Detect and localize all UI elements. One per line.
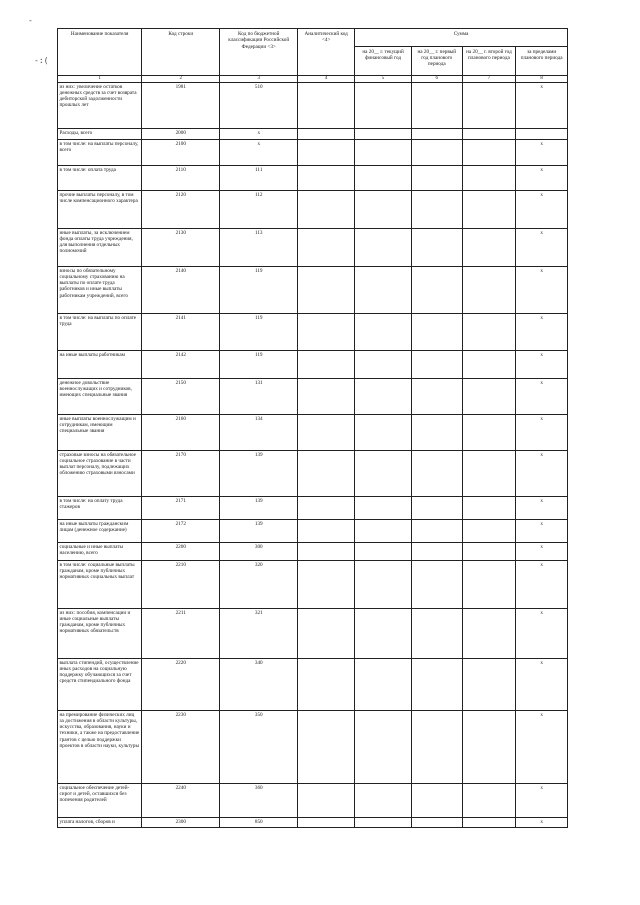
- row-name-cell: на премирование физических лиц за достижения в области культуры, искусства, образования, науки и техники, а также на предоставление грантов с целью поддержки проектов в области науки, культуры: [58, 711, 142, 784]
- row-kbk-cell: 113: [220, 229, 298, 267]
- row-sum-current-cell: [355, 784, 412, 818]
- row-sum-second-cell: [462, 351, 516, 379]
- header-line-code: Код строки: [142, 29, 220, 76]
- row-sum-first-cell: [412, 784, 463, 818]
- row-kbk-cell: 300: [220, 543, 298, 561]
- column-number: 8: [516, 76, 568, 83]
- row-sum-beyond-cell: x: [516, 561, 568, 609]
- table-row: [58, 267, 568, 314]
- table-row: [58, 497, 568, 520]
- row-kbk-cell: 131: [220, 379, 298, 415]
- header-analytic-code: Аналитический код <4>: [298, 29, 355, 76]
- header-first-plan-year: на 20__ г. первый год планового периода: [412, 46, 463, 76]
- table-row: [58, 659, 568, 711]
- row-sum-beyond-cell: x: [516, 166, 568, 191]
- row-sum-second-cell: [462, 415, 516, 451]
- row-sum-beyond-cell: x: [516, 451, 568, 497]
- row-name-cell: социальные и иные выплаты населению, всего: [58, 543, 142, 561]
- row-sum-second-cell: [462, 140, 516, 166]
- row-kbk-cell: x: [220, 129, 298, 140]
- row-sum-second-cell: [462, 229, 516, 267]
- row-code-cell: 2210: [142, 561, 220, 609]
- row-sum-first-cell: [412, 229, 463, 267]
- row-name-cell: на иные выплаты работникам: [58, 351, 142, 379]
- row-sum-beyond-cell: x: [516, 191, 568, 229]
- row-sum-first-cell: [412, 561, 463, 609]
- table-body: [58, 83, 568, 828]
- row-name-cell: денежное довольствие военнослужащих и сотрудников, имеющих специальные звания: [58, 379, 142, 415]
- row-kbk-cell: 850: [220, 818, 298, 828]
- table-row: [58, 129, 568, 140]
- row-sum-first-cell: [412, 609, 463, 659]
- row-analytic-cell: [298, 561, 355, 609]
- row-code-cell: 2170: [142, 451, 220, 497]
- row-sum-beyond-cell: x: [516, 229, 568, 267]
- row-analytic-cell: [298, 83, 355, 129]
- row-sum-beyond-cell: x: [516, 609, 568, 659]
- row-sum-second-cell: [462, 379, 516, 415]
- column-number: 1: [58, 76, 142, 83]
- row-code-cell: 2172: [142, 520, 220, 543]
- row-analytic-cell: [298, 497, 355, 520]
- column-number: 5: [355, 76, 412, 83]
- column-number: 6: [412, 76, 463, 83]
- row-analytic-cell: [298, 314, 355, 351]
- row-code-cell: 2142: [142, 351, 220, 379]
- row-code-cell: 2171: [142, 497, 220, 520]
- row-sum-first-cell: [412, 415, 463, 451]
- row-sum-beyond-cell: x: [516, 711, 568, 784]
- row-name-cell: взносы по обязательному социальному страхованию на выплаты по оплате труда работников и иные выплаты работникам учреждений, всего: [58, 267, 142, 314]
- table-row: [58, 83, 568, 129]
- table-row: [58, 191, 568, 229]
- row-sum-current-cell: [355, 267, 412, 314]
- row-kbk-cell: 112: [220, 191, 298, 229]
- row-sum-first-cell: [412, 129, 463, 140]
- row-name-cell: выплата стипендий, осуществление иных расходов на социальную поддержку обучающихся за счет средств стипендиального фонда: [58, 659, 142, 711]
- row-name-cell: в том числе: социальные выплаты гражданам, кроме публичных нормативных социальных выплат: [58, 561, 142, 609]
- row-analytic-cell: [298, 818, 355, 828]
- row-sum-second-cell: [462, 784, 516, 818]
- row-analytic-cell: [298, 659, 355, 711]
- row-analytic-cell: [298, 191, 355, 229]
- row-sum-first-cell: [412, 543, 463, 561]
- row-sum-current-cell: [355, 818, 412, 828]
- header-sum: Сумма: [355, 29, 568, 47]
- row-sum-current-cell: [355, 561, 412, 609]
- row-sum-second-cell: [462, 166, 516, 191]
- row-analytic-cell: [298, 267, 355, 314]
- table-row: [58, 166, 568, 191]
- row-analytic-cell: [298, 451, 355, 497]
- row-code-cell: 2230: [142, 711, 220, 784]
- row-name-cell: уплата налогов, сборов и: [58, 818, 142, 828]
- row-sum-first-cell: [412, 191, 463, 229]
- row-analytic-cell: [298, 784, 355, 818]
- row-sum-current-cell: [355, 229, 412, 267]
- row-sum-current-cell: [355, 166, 412, 191]
- row-sum-first-cell: [412, 520, 463, 543]
- row-analytic-cell: [298, 609, 355, 659]
- row-sum-second-cell: [462, 267, 516, 314]
- table-row: [58, 229, 568, 267]
- row-kbk-cell: 139: [220, 451, 298, 497]
- row-code-cell: 2130: [142, 229, 220, 267]
- row-sum-beyond-cell: x: [516, 314, 568, 351]
- column-number: 7: [462, 76, 516, 83]
- row-kbk-cell: 350: [220, 711, 298, 784]
- row-sum-first-cell: [412, 818, 463, 828]
- row-code-cell: 2000: [142, 129, 220, 140]
- row-sum-current-cell: [355, 711, 412, 784]
- row-sum-beyond-cell: x: [516, 659, 568, 711]
- row-code-cell: 2300: [142, 818, 220, 828]
- table-row: [58, 379, 568, 415]
- row-sum-second-cell: [462, 451, 516, 497]
- row-sum-second-cell: [462, 520, 516, 543]
- row-name-cell: на иные выплаты гражданским лицам (денежное содержание): [58, 520, 142, 543]
- row-code-cell: 2120: [142, 191, 220, 229]
- row-sum-beyond-cell: x: [516, 818, 568, 828]
- column-number: 4: [298, 76, 355, 83]
- row-sum-first-cell: [412, 451, 463, 497]
- row-sum-first-cell: [412, 83, 463, 129]
- row-code-cell: 2211: [142, 609, 220, 659]
- table-row: [58, 561, 568, 609]
- row-analytic-cell: [298, 229, 355, 267]
- table-row: [58, 140, 568, 166]
- row-sum-beyond-cell: x: [516, 520, 568, 543]
- row-sum-first-cell: [412, 379, 463, 415]
- row-kbk-cell: 111: [220, 166, 298, 191]
- row-kbk-cell: 340: [220, 659, 298, 711]
- row-kbk-cell: 139: [220, 520, 298, 543]
- row-name-cell: в том числе: оплата труда: [58, 166, 142, 191]
- row-kbk-cell: 119: [220, 267, 298, 314]
- header-beyond-plan: за пределами планового периода: [516, 46, 568, 76]
- table-row: [58, 520, 568, 543]
- row-code-cell: 2160: [142, 415, 220, 451]
- row-name-cell: в том числе: на оплату труда стажеров: [58, 497, 142, 520]
- header-budget-classification: Код по бюджетной классификации Российской Федерации <3>: [220, 29, 298, 76]
- row-analytic-cell: [298, 379, 355, 415]
- row-sum-second-cell: [462, 83, 516, 129]
- row-sum-current-cell: [355, 543, 412, 561]
- row-sum-current-cell: [355, 140, 412, 166]
- row-sum-current-cell: [355, 379, 412, 415]
- table-row: [58, 451, 568, 497]
- row-sum-beyond-cell: x: [516, 267, 568, 314]
- row-sum-current-cell: [355, 129, 412, 140]
- row-sum-beyond-cell: x: [516, 140, 568, 166]
- row-name-cell: из них: увеличение остатков денежных средств за счет возврата дебиторской задолженности прошлых лет: [58, 83, 142, 129]
- row-name-cell: социальное обеспечение детей-сирот и детей, оставшихся без попечения родителей: [58, 784, 142, 818]
- row-kbk-cell: 139: [220, 497, 298, 520]
- row-sum-first-cell: [412, 497, 463, 520]
- column-number: 2: [142, 76, 220, 83]
- row-sum-beyond-cell: x: [516, 379, 568, 415]
- row-sum-current-cell: [355, 314, 412, 351]
- row-sum-beyond-cell: x: [516, 415, 568, 451]
- row-name-cell: прочие выплаты персоналу, в том числе компенсационного характера: [58, 191, 142, 229]
- row-sum-second-cell: [462, 497, 516, 520]
- row-analytic-cell: [298, 129, 355, 140]
- row-name-cell: в том числе: на выплаты персоналу, всего: [58, 140, 142, 166]
- row-kbk-cell: 320: [220, 561, 298, 609]
- row-kbk-cell: 119: [220, 351, 298, 379]
- row-kbk-cell: 321: [220, 609, 298, 659]
- table-row: [58, 314, 568, 351]
- row-sum-current-cell: [355, 609, 412, 659]
- row-code-cell: 2100: [142, 140, 220, 166]
- row-sum-first-cell: [412, 267, 463, 314]
- row-analytic-cell: [298, 520, 355, 543]
- row-code-cell: 1981: [142, 83, 220, 129]
- financial-plan-table: [57, 28, 568, 828]
- row-sum-beyond-cell: x: [516, 543, 568, 561]
- table-row: [58, 609, 568, 659]
- table-row: [58, 818, 568, 828]
- row-sum-second-cell: [462, 543, 516, 561]
- row-sum-beyond-cell: [516, 129, 568, 140]
- column-number: 3: [220, 76, 298, 83]
- row-analytic-cell: [298, 711, 355, 784]
- row-sum-current-cell: [355, 83, 412, 129]
- table-row: [58, 543, 568, 561]
- row-name-cell: из них: пособия, компенсации и иные социальные выплаты гражданам, кроме публичных нормативных обязательств: [58, 609, 142, 659]
- row-code-cell: 2220: [142, 659, 220, 711]
- row-analytic-cell: [298, 166, 355, 191]
- row-kbk-cell: x: [220, 140, 298, 166]
- row-kbk-cell: 134: [220, 415, 298, 451]
- header-indicator-name: Наименование показателя: [58, 29, 142, 76]
- row-sum-first-cell: [412, 166, 463, 191]
- row-code-cell: 2240: [142, 784, 220, 818]
- row-sum-current-cell: [355, 191, 412, 229]
- row-analytic-cell: [298, 543, 355, 561]
- row-sum-second-cell: [462, 609, 516, 659]
- row-analytic-cell: [298, 415, 355, 451]
- row-sum-first-cell: [412, 659, 463, 711]
- row-sum-second-cell: [462, 659, 516, 711]
- row-sum-second-cell: [462, 129, 516, 140]
- table-row: [58, 415, 568, 451]
- row-sum-beyond-cell: x: [516, 784, 568, 818]
- row-kbk-cell: 510: [220, 83, 298, 129]
- column-number-row: [58, 76, 568, 83]
- row-kbk-cell: 360: [220, 784, 298, 818]
- table-row: [58, 784, 568, 818]
- row-name-cell: в том числе: на выплаты по оплате труда: [58, 314, 142, 351]
- row-sum-first-cell: [412, 351, 463, 379]
- row-code-cell: 2140: [142, 267, 220, 314]
- row-sum-second-cell: [462, 711, 516, 784]
- row-sum-beyond-cell: x: [516, 351, 568, 379]
- header-current-year: на 20__ г. текущий финансовый год: [355, 46, 412, 76]
- row-kbk-cell: 119: [220, 314, 298, 351]
- row-code-cell: 2200: [142, 543, 220, 561]
- row-sum-beyond-cell: x: [516, 83, 568, 129]
- page-mark-side: -:(: [34, 56, 49, 65]
- row-analytic-cell: [298, 351, 355, 379]
- row-code-cell: 2150: [142, 379, 220, 415]
- row-sum-first-cell: [412, 140, 463, 166]
- row-name-cell: иные выплаты военнослужащим и сотрудникам, имеющим специальные звания: [58, 415, 142, 451]
- row-sum-first-cell: [412, 711, 463, 784]
- row-code-cell: 2141: [142, 314, 220, 351]
- row-sum-current-cell: [355, 520, 412, 543]
- page-mark-top: -: [28, 16, 33, 25]
- row-sum-first-cell: [412, 314, 463, 351]
- row-name-cell: страховые взносы на обязательное социальное страхование в части выплат персоналу, подлежащих обложению страховыми взносами: [58, 451, 142, 497]
- table-row: [58, 351, 568, 379]
- row-sum-current-cell: [355, 415, 412, 451]
- row-code-cell: 2110: [142, 166, 220, 191]
- row-sum-second-cell: [462, 818, 516, 828]
- row-sum-current-cell: [355, 451, 412, 497]
- row-sum-beyond-cell: x: [516, 497, 568, 520]
- row-name-cell: иные выплаты, за исключением фонда оплаты труда учреждения, для выполнения отдельных полномочий: [58, 229, 142, 267]
- header-second-plan-year: на 20__ г. второй год планового периода: [462, 46, 516, 76]
- row-sum-current-cell: [355, 497, 412, 520]
- row-sum-current-cell: [355, 659, 412, 711]
- row-analytic-cell: [298, 140, 355, 166]
- row-sum-second-cell: [462, 191, 516, 229]
- table-row: [58, 711, 568, 784]
- row-sum-second-cell: [462, 314, 516, 351]
- row-name-cell: Расходы, всего: [58, 129, 142, 140]
- row-sum-current-cell: [355, 351, 412, 379]
- row-sum-second-cell: [462, 561, 516, 609]
